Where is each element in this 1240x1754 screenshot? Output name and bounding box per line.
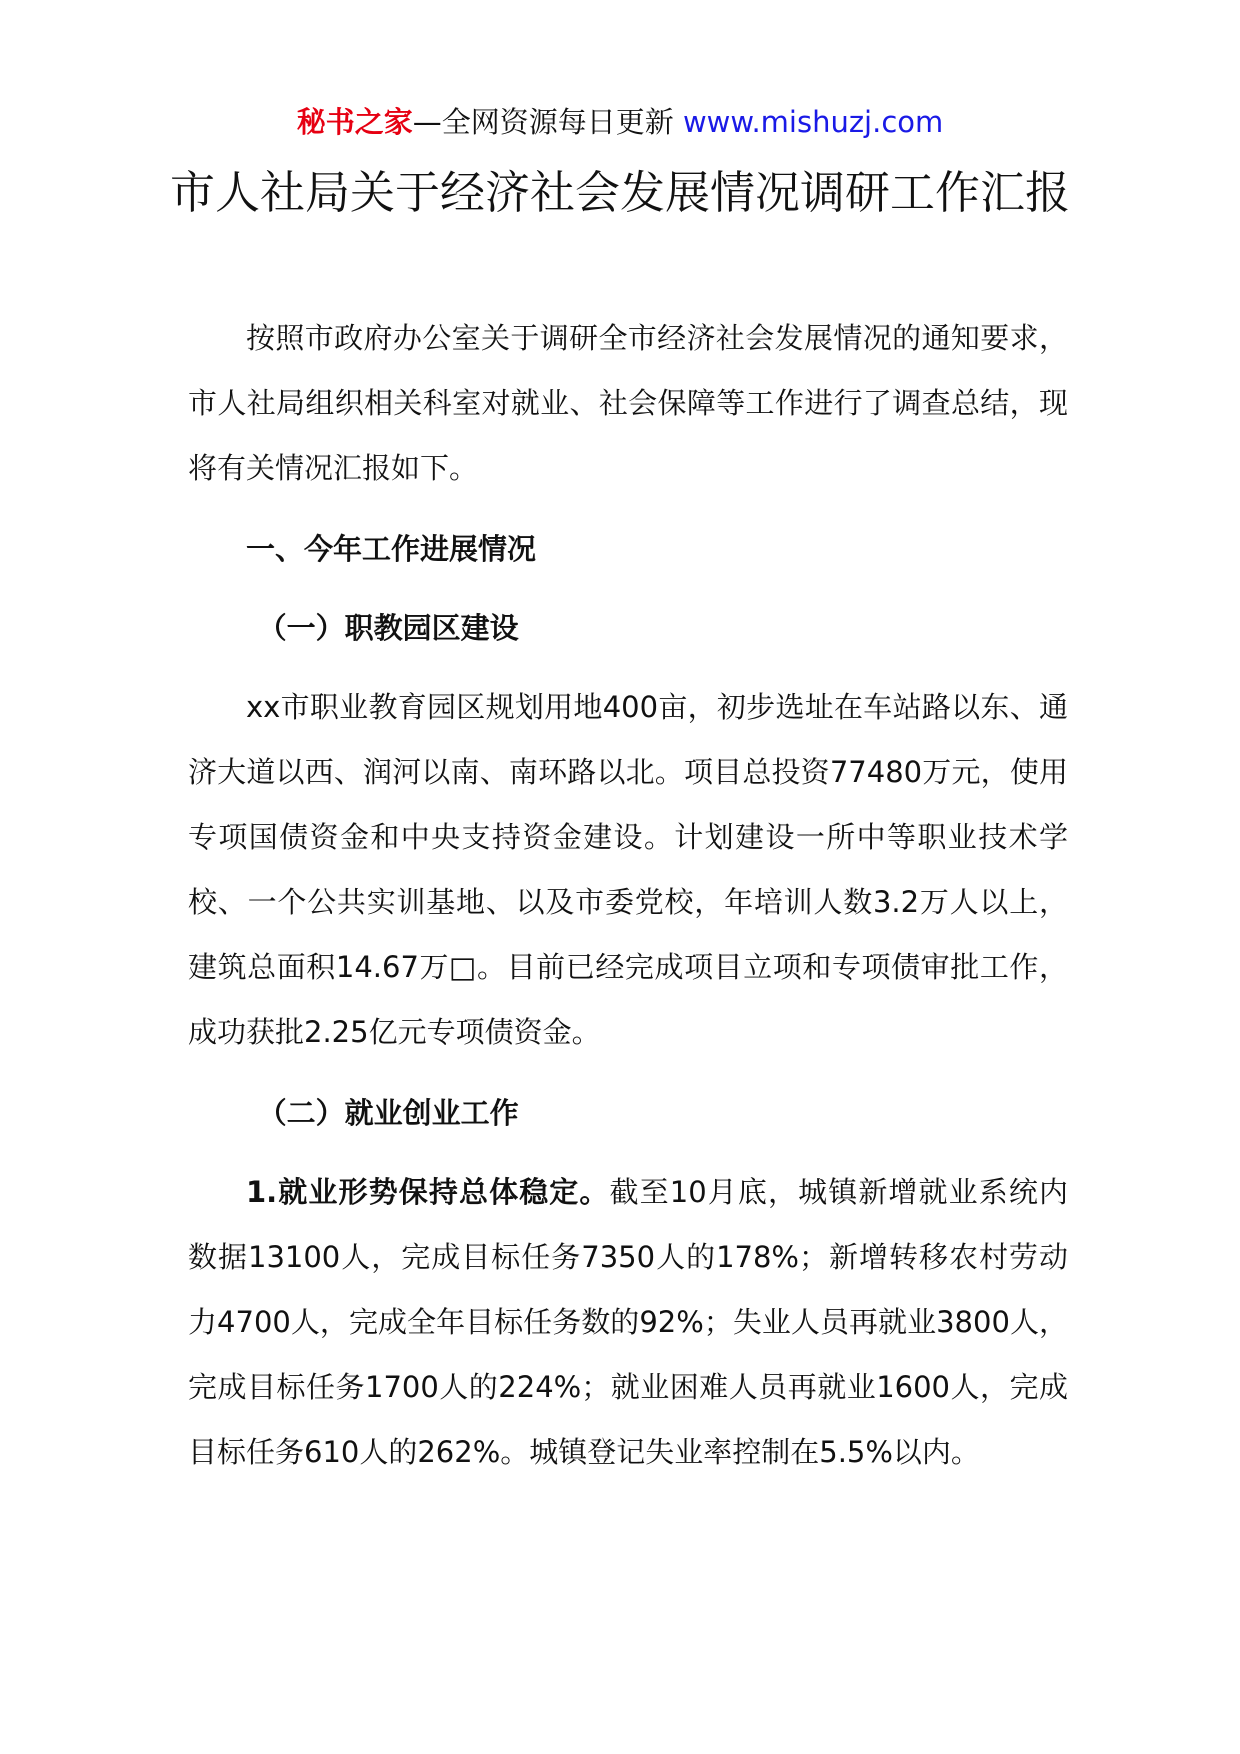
body-paragraph: xx市职业教育园区规划用地400亩，初步选址在车站路以东、通济大道以西、润河以南、南环路以北。项目总投资77480万元，使用专项国债资金和中央支持资金建设。计划建设一所中等职业技术学校、一个公共实训基地、以及市委党校，年培训人数3.2万人以上，建筑总面积14.67万□。目前已经完成项目立项和专项债审批工作，成功获批2.25亿元专项债资金。: [188, 690, 1068, 1049]
document-title: 市人社局关于经济社会发展情况调研工作汇报: [169, 166, 1070, 219]
intro-paragraph: 按照市政府办公室关于调研全市经济社会发展情况的通知要求，市人社局组织相关科室对就业、社会保障等工作进行了调查总结，现将有关情况汇报如下。: [188, 321, 1068, 485]
body-paragraph: [188, 1160, 1068, 1485]
item-lead: 1.就业形势保持总体稳定。: [246, 1175, 610, 1209]
brand-name: 秘书之家: [296, 105, 413, 139]
item-text: 截至10月底，城镇新增就业系统内数据13100人，完成目标任务7350人的178%；新增转移农村劳动力4700人，完成全年目标任务数的92%；失业人员再就业3800人，完成目标任务1700人的224%；就业困难人员再就业1600人，完成目标任务610人的262%。城镇登记失业率控制在5.5%以内。: [188, 1175, 1068, 1469]
subsection-heading: （二）就业创业工作: [257, 1096, 519, 1130]
site-url-link[interactable]: www.mishuzj.com: [682, 105, 944, 139]
header-tagline: —全网资源每日更新: [412, 105, 683, 139]
document-body: [188, 306, 1068, 1485]
site-header: [0, 100, 1240, 144]
subsection-heading: （一）职教园区建设: [257, 611, 519, 645]
section-heading: 一、今年工作进展情况: [246, 532, 537, 566]
